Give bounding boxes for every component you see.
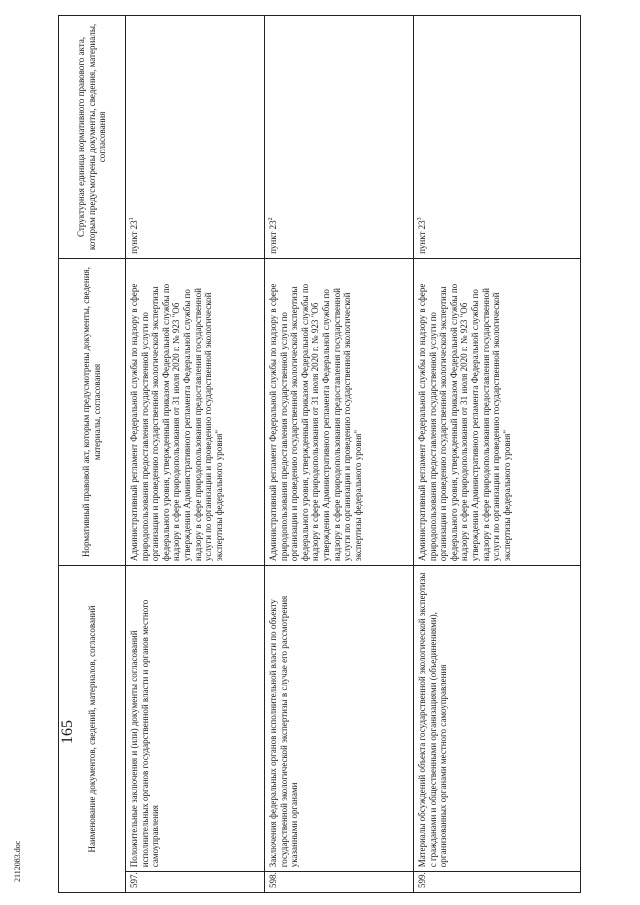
row-name: Заключения федеральных органов исполнительной власти по объекту государственной экологической экспертизы в случае его рассмотрения указанными органами: [265, 566, 414, 872]
row-number: 599.: [414, 872, 581, 893]
header-unit: Структурная единица нормативного правового акта, которым предусмотрены документы, сведения, материалы, согласования: [59, 16, 126, 259]
row-act: Административный регламент Федеральной службы по надзору в сфере природопользования предоставления государственной услуги по организации и проведению государственной экологической экспертизы федерального уровня, утвержденный приказом Федеральной службы по надзору в сфере природопользования от 31 июля 2020 г. № 923 "Об утверждении Административного регламента Федеральной службы по надзору в сфере природопользования предоставления государственной услуги по организации и проведению государственной экологической экспертизы федерального уровня": [265, 258, 414, 565]
row-unit: [265, 16, 414, 259]
row-unit-text: пункт 23: [268, 220, 278, 254]
row-number: 598.: [265, 872, 414, 893]
row-unit-text: пункт 23: [417, 220, 427, 254]
row-unit-text: пункт 23: [129, 220, 139, 254]
table-row: [126, 16, 265, 893]
table-row: [414, 16, 581, 893]
documents-table: [58, 15, 618, 893]
row-act: Административный регламент Федеральной службы по надзору в сфере природопользования предоставления государственной услуги по организации и проведению государственной экологической экспертизы федерального уровня, утвержденный приказом Федеральной службы по надзору в сфере природопользования от 31 июля 2020 г. № 923 "Об утверждении Административного регламента Федеральной службы по надзору в сфере природопользования предоставления государственной услуги по организации и проведению государственной экологической экспертизы федерального уровня": [126, 258, 265, 565]
row-name: Положительные заключения и (или) документы согласований исполнительных органов государственной власти и органов местного самоуправления: [126, 566, 265, 872]
row-unit: [126, 16, 265, 259]
row-name: Материалы обсуждений объекта государственной экологической экспертизы с гражданами и общественными организациями (объединениями), организованных органами местного самоуправления: [414, 566, 581, 872]
row-unit-sup: 1: [129, 217, 135, 221]
row-unit-sup: 3: [417, 217, 423, 221]
table-row: [265, 16, 414, 893]
header-name: Наименование документов, сведений, материалов, согласований: [59, 566, 126, 893]
table-header: [59, 16, 126, 893]
doc-id: 2112083.doc: [13, 840, 22, 882]
page-number: 165: [59, 720, 76, 744]
header-act: Нормативный правовой акт, которым предусмотрены документы, сведения, материалы, согласования: [59, 258, 126, 565]
row-number: 597.: [126, 872, 265, 893]
row-act: Административный регламент Федеральной службы по надзору в сфере природопользования предоставления государственной услуги по организации и проведению государственной экологической экспертизы федерального уровня, утвержденный приказом Федеральной службы по надзору в сфере природопользования от 31 июля 2020 г. № 923 "Об утверждении Административного регламента Федеральной службы по надзору в сфере природопользования предоставления государственной услуги по организации и проведению государственной экологической экспертизы федерального уровня": [414, 258, 581, 565]
row-unit-sup: 2: [268, 217, 274, 221]
row-unit: [414, 16, 581, 259]
